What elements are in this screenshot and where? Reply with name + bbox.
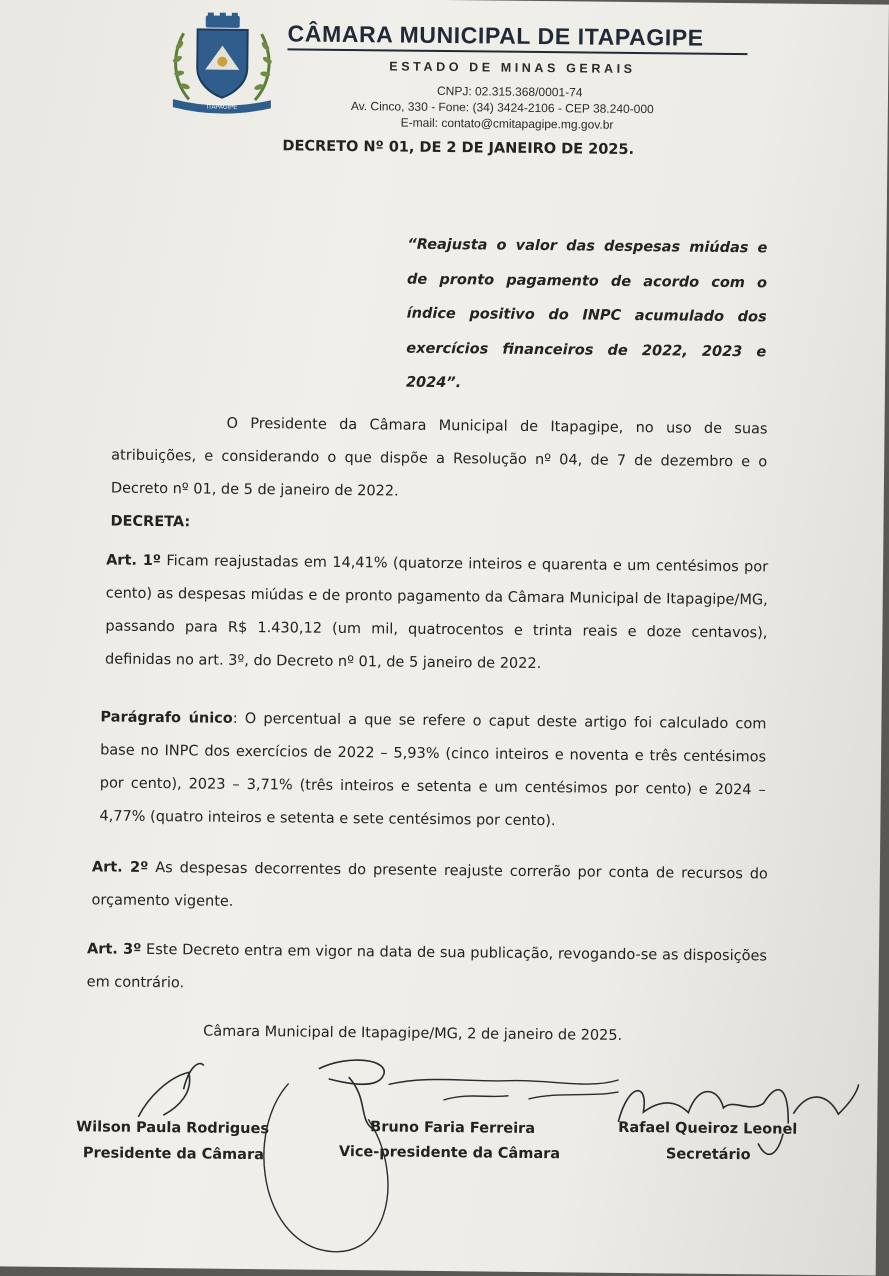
decree-ementa: “Reajusta o valor das despesas miúdas e de pronto pagamento de acordo com o índice positivo do INPC acumulado dos exercícios financeiros de 2022, 2023 e 2024”. [405,236,768,392]
article-3-text: Este Decreto entra em vigor na data de sua publicação, revogando-se as disposições em contrário. [86,941,768,992]
signatory-1-name: Wilson Paula Rodrigues [76,1119,270,1138]
article-1-text: Ficam reajustadas em 14,41% (quatorze inteiros e quarenta e um centésimos por cento) as despesas miúdas e de pronto pagamento da Câmara Municipal de Itapagipe/MG, passando para R$ 1.430,12 (um mil, quatrocentos e trinta reais e doze centavos), definidas no art. 3º, do Decreto nº 01, de 5 janeiro de 2022. [104,553,769,673]
article-1-label: Art. 1º [106,552,162,570]
address-line: Av. Cinco, 330 - Fone: (34) 3424-2106 - CEP 38.240-000 [350,99,654,117]
signatory-3-role: Secretário [665,1146,751,1164]
article-1 [105,544,768,683]
signatory-3-name: Rafael Queiroz Leonel [618,1119,798,1138]
decreta-heading: DECRETA: [110,513,191,531]
closing-line: Câmara Municipal de Itapagipe/MG, 2 de janeiro de 2025. [203,1023,623,1044]
cnpj-line: CNPJ: 02.315.368/0001-74 [436,83,583,100]
article-2-text: As despesas decorrentes do presente reajuste correrão por conta de recursos do orçamento vigente. [91,859,768,910]
article-3-label: Art. 3º [86,941,142,958]
signatory-2-role: Vice-presidente da Câmara [338,1143,561,1163]
preamble-paragraph: O Presidente da Câmara Municipal de Itapagipe, no uso de suas atribuições, e considerando o que dispõe a Resolução nº 04, de 7 de dezembro e o Decreto nº 01, de 5 de janeiro de 2022. [110,415,768,500]
state-name: ESTADO DE MINAS GERAIS [389,59,636,77]
article-2-label: Art. 2º [91,859,149,876]
email-line: E-mail: contato@cmitapagipe.mg.gov.br [400,115,614,132]
signatory-2-name: Bruno Faria Ferreira [370,1119,536,1138]
coat-of-arms-icon [167,11,278,116]
signatory-1-role: Presidente da Câmara [82,1145,265,1164]
paragraph-unico-text: : O percentual a que se refere o caput deste artigo foi calculado com base no INPC dos exercícios de 2022 – 5,93% (cinco inteiros e noventa e três centésimos por cento), 2023 – 3,71% (três inteiros e setenta e um centésimos por cento) e 2024 – 4,77% (quatro inteiros e setenta e sete centésimos por cento). [99,710,767,830]
article-2 [91,851,768,924]
institution-name: CÂMARA MUNICIPAL DE ITAPAGIPE [287,20,747,55]
paragraph-unico [99,701,766,840]
crest-ribbon-text: ITAPAGIPE [206,104,238,111]
article-3 [87,933,768,1006]
paragraph-unico-label: Parágrafo único [100,709,233,727]
decree-title: DECRETO Nº 01, DE 2 DE JANEIRO DE 2025. [282,138,635,158]
